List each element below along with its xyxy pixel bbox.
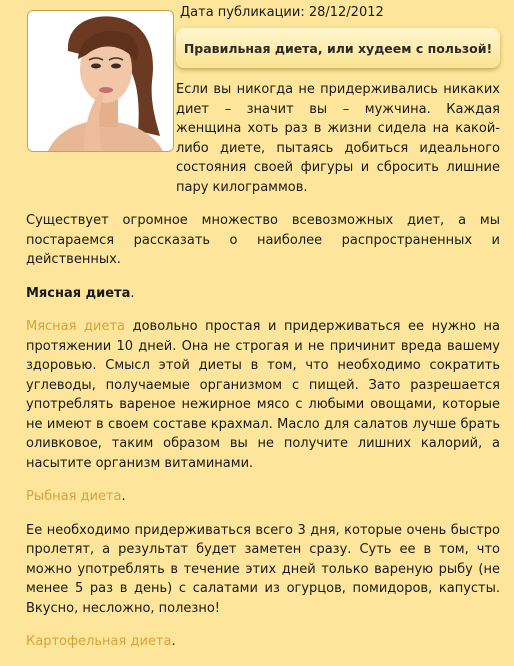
fish-link-dot: . — [121, 489, 126, 504]
meat-diet-text: довольно простая и придерживаться ее нужно на протяжении 10 дней. Она не строгая и не причинит вреда вашему здоровью. Смысл этой диеты в том, что необходимо сократить углеводы, получаемые организмом с пищей. Зато разрешается употреблять вареное нежирное мясо с любыми овощами, которые не имеют в своем составе крахмал. Масло для салатов лучше брать оливковое, таким образом вы не получите лишних калорий, а насытите организм витаминами. — [26, 319, 500, 471]
fish-diet-paragraph: Ее необходимо придерживаться всего 3 дня, которые очень быстро пролетят, а результат будет заметен сразу. Суть ее в том, что можно употреблять в течение этих дней только вареную рыбу (не менее 5 раз в день) с салатами из огурцов, помидоров, капусты. Вкусно, несложно, полезно! — [26, 522, 500, 616]
meat-diet-heading: Мясная диета — [26, 285, 131, 301]
article-title-box — [176, 28, 500, 68]
publication-date: Дата публикации: 28/12/2012 — [180, 5, 384, 20]
heading-dot: . — [130, 285, 135, 301]
meat-diet-paragraph — [26, 317, 500, 473]
article-content — [26, 80, 500, 666]
potato-link-dot: . — [171, 634, 176, 649]
fish-diet-link-paragraph — [26, 487, 500, 507]
meat-diet-link[interactable]: Мясная диета — [26, 319, 126, 334]
article-title: Правильная диета, или худеем с пользой! — [183, 40, 493, 56]
meat-diet-heading-paragraph — [26, 284, 500, 304]
fish-diet-link[interactable]: Рыбная диета — [26, 489, 122, 504]
intro-paragraph: Если вы никогда не придерживались никаких диет – значит вы – мужчина. Каждая женщина хоть раз в жизни сидела на какой-либо диете, пытаясь добиться идеального состояния своей фигуры и сбросить лишние пару килограммов. — [176, 82, 500, 195]
potato-diet-link-paragraph — [26, 632, 500, 652]
overview-paragraph: Существует огромное множество всевозможных диет, а мы постараемся рассказать о наиболее распространенных и действенных. — [26, 213, 500, 267]
potato-diet-link[interactable]: Картофельная диета — [26, 634, 172, 649]
